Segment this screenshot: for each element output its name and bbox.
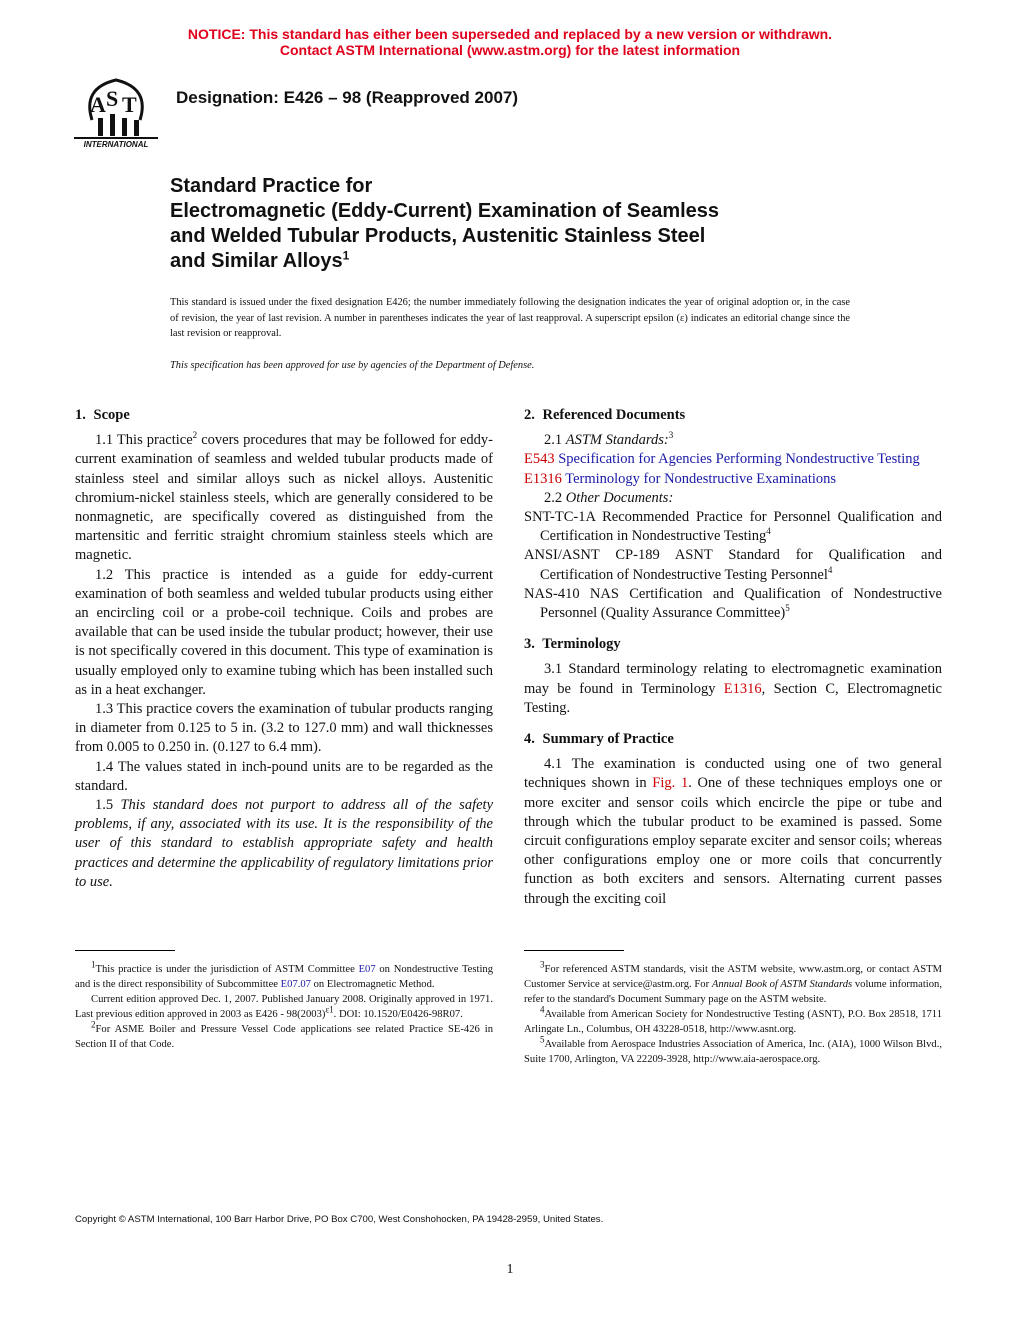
title-line-4: and Similar Alloys	[170, 250, 343, 272]
paragraph-1-3: 1.3 This practice covers the examination of tubular products ranging in diameter from 0.125 to 5 in. (3.2 to 127.0 mm) and wall thicknesses from 0.005 to 0.250 in. (0.127 to 6.4 mm).	[75, 701, 493, 756]
svg-text:A: A	[90, 92, 106, 117]
document-title	[170, 174, 870, 274]
reference-title-e543[interactable]: Specification for Agencies Performing Nondestructive Testing	[558, 451, 920, 468]
reference-snt: SNT-TC-1A Recommended Practice for Personnel Qualification and Certification in Nondestructive Testing$^4$	[524, 509, 942, 545]
title-footnote-mark: 1	[342, 248, 350, 263]
paragraph-2-1: 2.1 ASTM Standards:$^3$	[544, 430, 674, 449]
section-heading-referenced-documents: 2. Referenced Documents	[524, 407, 686, 423]
astm-logo-icon	[70, 74, 162, 150]
footnotes-right	[524, 959, 942, 1067]
reference-code-e1316[interactable]: E1316	[524, 470, 562, 487]
page-number: 1	[506, 1262, 514, 1277]
footnote-rule-left	[75, 950, 175, 951]
paragraph-1-1: 1.1 This practice$^2$ covers procedures that may be followed for eddy-current examination of seamless and welded tubular products made of stainless steel and similar alloys such as nickel alloys. Austenitic chromium-nickel stainless steels, which are generally considered to be nonmagnetic, are specifically covered as distinguished from the martensitic and ferritic straight chromium stainless steels which are magnetic.	[75, 430, 493, 564]
footnote-3: $^3$For referenced ASTM standards, visit the ASTM website, www.astm.org, or contact ASTM Customer Service at service@astm.org. For Annual Book of ASTM Standards volume information, refer to the standard's Document Summary page on the ASTM website.	[524, 959, 942, 1005]
paragraph-3-1: 3.1 Standard terminology relating to electromagnetic examination may be found in Terminology E1316, Section C, Electromagnetic Testing.	[524, 661, 942, 716]
terminology-link-e1316[interactable]: E1316	[723, 680, 762, 697]
left-column	[75, 406, 493, 892]
footnote-5: $^5$Available from Aerospace Industries Association of America, Inc. (AIA), 1000 Wilson Blvd., Suite 1700, Arlington, VA 22209-3928, http://www.aia-aerospace.org.	[524, 1034, 942, 1065]
dod-note: This specification has been approved for use by agencies of the Department of Defense.	[170, 360, 535, 371]
right-column	[524, 406, 942, 909]
notice-line-1: NOTICE: This standard has either been superseded and replaced by a new version or withdrawn.	[187, 26, 833, 42]
section-heading-summary: 4. Summary of Practice	[524, 731, 674, 748]
footnotes-left	[75, 959, 493, 1052]
committee-link-e07[interactable]: E07	[358, 964, 376, 975]
paragraph-1-5: 1.5 This standard does not purport to address all of the safety problems, if any, associated with its use. It is the responsibility of the user of this standard to establish appropriate safety and health practices and determine the applicability of regulatory limitations prior to use.	[75, 797, 494, 890]
svg-text:T: T	[122, 92, 137, 117]
title-line-1: Standard Practice for	[170, 175, 373, 197]
paragraph-2-2: 2.2 Other Documents:	[544, 489, 674, 506]
paragraph-4-1: 4.1 The examination is conducted using one of two general techniques shown in Fig. 1. One of these techniques employs one or more exciter and sensor coils which encircle the pipe or tube and through which the tubular product to be examined is passed. Some circuit configurations employ separate exciter and sensor coils; whereas other configurations employ one or more coils that concurrently function as both exciters and sensors. Alternating current passes through the exciting coil	[524, 756, 943, 907]
reference-nas: NAS-410 NAS Certification and Qualification of Nondestructive Personnel (Quality Assurance Committee)$^5$	[524, 585, 942, 622]
notice-line-2: Contact ASTM International (www.astm.org) for the latest information	[279, 42, 741, 58]
title-line-2: Electromagnetic (Eddy-Current) Examination of Seamless	[170, 200, 720, 222]
footnote-2: $^2$For ASME Boiler and Pressure Vessel Code applications see related Practice SE-426 in Section II of that Code.	[75, 1019, 493, 1050]
footnote-1: $^1$This practice is under the jurisdiction of ASTM Committee E07 on Nondestructive Testing and is the direct responsibility of Subcommittee E07.07 on Electromagnetic Method.	[75, 959, 493, 990]
figure-link-fig1[interactable]: Fig. 1	[652, 775, 689, 792]
section-heading-scope: 1. Scope	[75, 407, 130, 423]
logo-text: INTERNATIONAL	[83, 140, 149, 149]
reference-title-e1316[interactable]: Terminology for Nondestructive Examinations	[565, 470, 837, 487]
paragraph-1-2: 1.2 This practice is intended as a guide for eddy-current examination of both seamless and welded tubular products using either an encircling coil or a probe-coil technique. Coils and probes are available that can be used inside the tubular product; however, their use is not specifically covered in this document. This type of examination is usually employed only to examine tubing which has been installed such as in a heat exchanger.	[75, 566, 493, 698]
footnote-1-edition: Current edition approved Dec. 1, 2007. Published January 2008. Originally approved in 1971. Last previous edition approved in 2003 as $E426 - 98(2003)^{\varepsilon 1}$. DOI: 10.1520/E0426-98R07.	[75, 994, 493, 1020]
reference-ansi: ANSI/ASNT CP-189 ASNT Standard for Qualification and Certification of Nondestructive Testing Personnel$^4$	[524, 547, 942, 583]
designation: Designation: E426 – 98 (Reapproved 2007)	[176, 88, 519, 107]
issued-note: This standard is issued under the fixed designation E426; the number immediately following the designation indicates the year of original adoption or, in the case of revision, the year of last revision. A number in parentheses indicates the year of last reapproval. A superscript epsilon (ε) indicates an editorial change since the last revision or reapproval.	[170, 297, 850, 339]
reference-e543[interactable]	[524, 450, 942, 469]
title-line-3: and Welded Tubular Products, Austenitic Stainless Steel	[170, 225, 706, 247]
reference-e1316[interactable]	[524, 470, 942, 489]
footnote-rule-right	[524, 950, 624, 951]
footnote-4: $^4$Available from American Society for Nondestructive Testing (ASNT), P.O. Box 28518, 1711 Arlingate Ln., Columbus, OH 43228-0518, http://www.asnt.org.	[524, 1004, 942, 1035]
svg-text:S: S	[106, 86, 119, 111]
paragraph-1-4: 1.4 The values stated in inch-pound units are to be regarded as the standard.	[75, 758, 493, 794]
reference-code-e543[interactable]: E543	[524, 451, 555, 468]
section-heading-terminology: 3. Terminology	[524, 636, 621, 653]
copyright: Copyright © ASTM International, 100 Barr Harbor Drive, PO Box C700, West Conshohocken, PA 19428-2959, United States.	[75, 1214, 604, 1225]
subcommittee-link-e0707[interactable]: E07.07	[280, 979, 311, 990]
